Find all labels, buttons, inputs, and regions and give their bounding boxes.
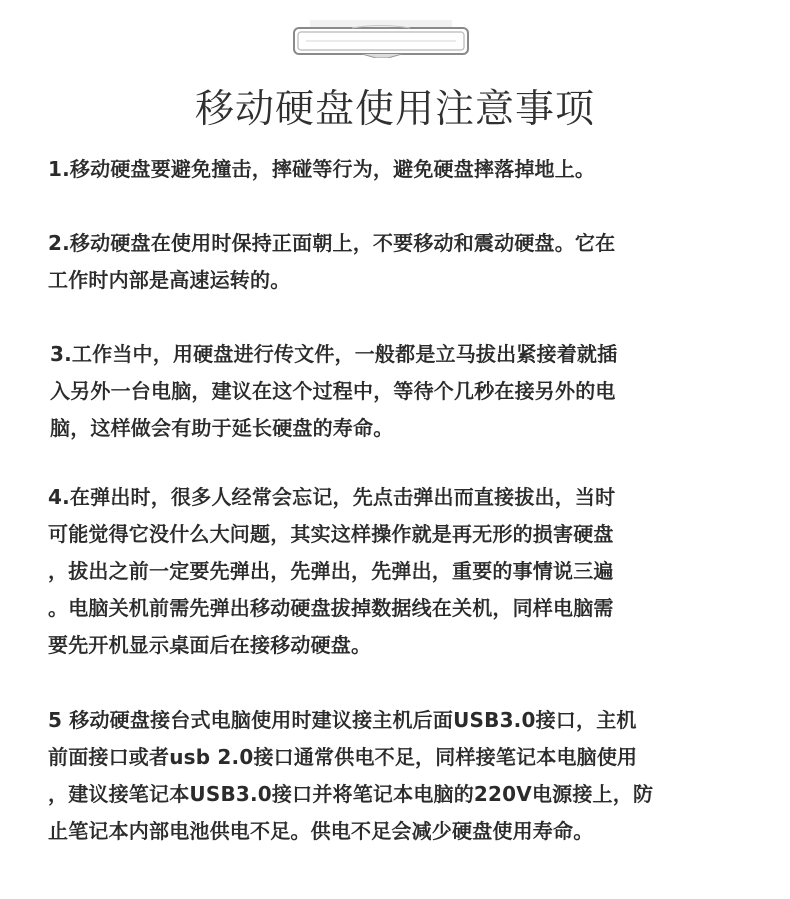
note-item-1: 1.移动硬盘要避免撞击，摔碰等行为，避免硬盘摔落掉地上。 — [48, 157, 596, 181]
page-title: 移动硬盘使用注意事项 — [194, 87, 595, 132]
note-item-5: 5 移动硬盘接台式电脑使用时建议接主机后面USB3.0接口，主机 前面接口或者usb 2.0接口通常供电不足，同样接笔记本电脑使用 ，建议接笔记本USB3.0接口并将笔记本电脑的220V电源接上，防 止笔记本内部电池供电不足。供电不足会减少硬盘使用寿命。 — [48, 708, 654, 843]
note-item-3: 3.工作当中，用硬盘进行传文件，一般都是立马拔出紧接着就插 入另外一台电脑，建议在这个过程中，等待个几秒在接另外的电 脑，这样做会有助于延长硬盘的寿命。 — [50, 342, 618, 440]
note-item-2: 2.移动硬盘在使用时保持正面朝上，不要移动和震动硬盘。它在 工作时内部是高速运转的。 — [48, 231, 616, 292]
usb-drive-outline-icon — [292, 20, 470, 58]
note-item-4: 4.在弹出时，很多人经常会忘记，先点击弹出而直接拔出，当时 可能觉得它没什么大问题，其实这样操作就是再无形的损害硬盘 ，拔出之前一定要先弹出，先弹出，先弹出，重要的事情说三遍 。电脑关机前需先弹出移动硬盘拔掉数据线在关机，同样电脑需 要先开机显示桌面后在接移动硬盘。 — [48, 485, 616, 657]
